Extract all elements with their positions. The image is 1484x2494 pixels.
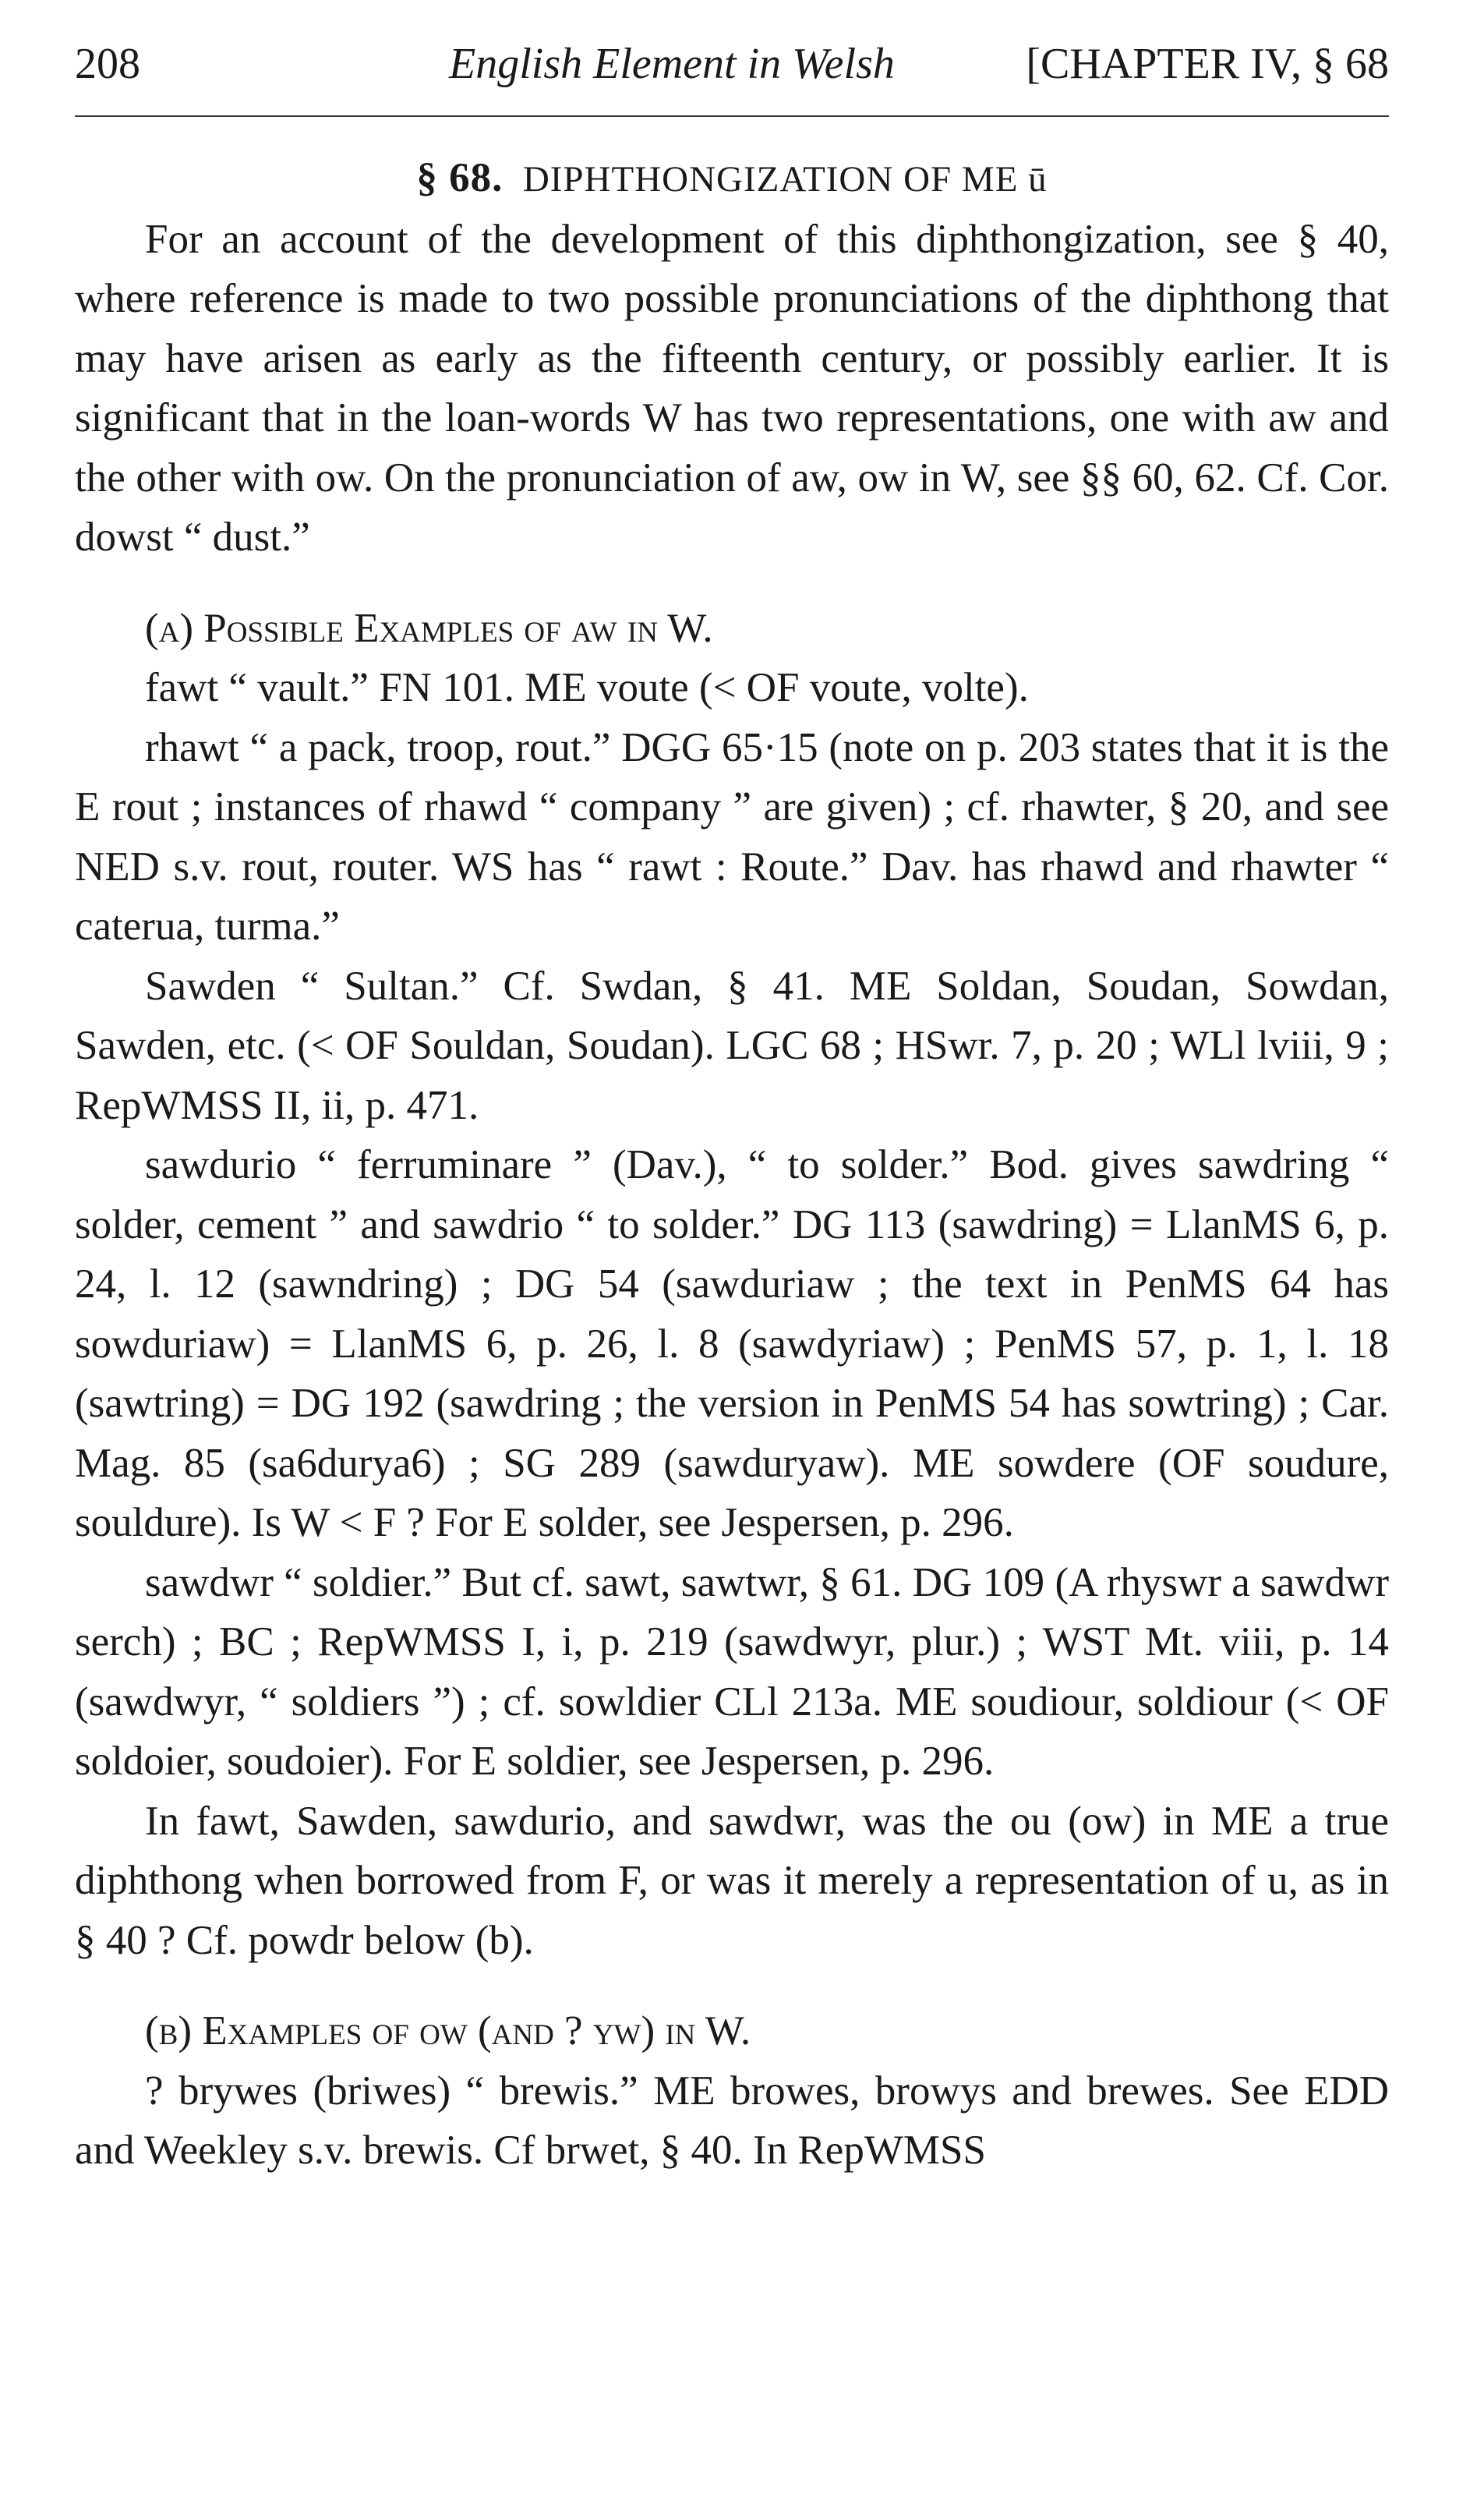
paragraph-question: In fawt, Sawden, sawdurio, and sawdwr, was the ou (ow) in ME a true diphthong when borrowed from F, or was it merely a representation of u, as in § 40 ? Cf. powdr below (b). xyxy=(75,1798,1389,1963)
subsection-a-heading: (a) Possible Examples of aw in W. xyxy=(145,605,713,651)
entry-rhawt: rhawt “ a pack, troop, rout.” DGG 65·15 (note on p. 203 states that it is the E rout ; instances of rhawd “ company ” are given) ; cf. rhawter, § 20, and see NED s.v. rout, router. WS has “ rawt : Route.” Dav. has rhawd and rhawter “ caterua, turma.” xyxy=(75,724,1389,949)
section-heading xyxy=(75,148,1389,210)
section-number: § 68. xyxy=(416,155,504,200)
section-title: DIPHTHONGIZATION OF ME ū xyxy=(522,159,1048,200)
entry-sawden: Sawden “ Sultan.” Cf. Swdan, § 41. ME Soldan, Soudan, Sowdan, Sawden, etc. (< OF Souldan, Soudan). LGC 68 ; HSwr. 7, p. 20 ; WLl lviii, 9 ; RepWMSS II, ii, p. 471. xyxy=(75,963,1389,1128)
entry-sawdurio: sawdurio “ ferruminare ” (Dav.), “ to solder.” Bod. gives sawdring “ solder, cement ” and sawdrio “ to solder.” DG 113 (sawdring) = LlanMS 6, p. 24, l. 12 (sawndring) ; DG 54 (sawduriaw ; the text in PenMS 64 has sowduriaw) = LlanMS 6, p. 26, l. 8 (sawdyriaw) ; PenMS 57, p. 1, l. 18 (sawtring) = DG 192 (sawdring ; the version in PenMS 54 has sowtring) ; Car. Mag. 85 (sa6durya6) ; SG 289 (sawduryaw). ME sowdere (OF soudure, souldure). Is W < F ? For E solder, see Jespersen, p. 296. xyxy=(75,1142,1389,1545)
header-rule xyxy=(75,115,1389,117)
paragraph-intro: For an account of the development of this diphthongization, see § 40, where reference is made to two possible pronunciations of the diphthong that may have arisen as early as the fifteenth century, or possibly earlier. It is significant that in the loan-words W has two representations, one with aw and the other with ow. On the pronunciation of aw, ow in W, see §§ 60, 62. Cf. Cor. dowst “ dust.” xyxy=(75,216,1389,560)
page-number: 208 xyxy=(75,40,140,88)
running-header xyxy=(75,33,1389,95)
entry-sawdwr: sawdwr “ soldier.” But cf. sawt, sawtwr, § 61. DG 109 (A rhyswr a sawdwr serch) ; BC ; RepWMSS I, i, p. 219 (sawdwyr, plur.) ; WST Mt. viii, p. 14 (sawdwyr, “ soldiers ”) ; cf. sowldier CLl 213a. ME soudiour, soldiour (< OF soldoier, soudoier). For E soldier, see Jespersen, p. 296. xyxy=(75,1559,1389,1784)
subsection-b-heading: (b) Examples of ow (and ? yw) in W. xyxy=(145,2008,751,2054)
entry-brywes: ? brywes (briwes) “ brewis.” ME browes, browys and brewes. See EDD and Weekley s.v. brewis. Cf brwet, § 40. In RepWMSS xyxy=(75,2068,1389,2173)
running-title: English Element in Welsh xyxy=(449,40,895,88)
main-text xyxy=(75,148,1389,2181)
chapter-reference: [CHAPTER IV, § 68 xyxy=(1026,40,1389,88)
entry-fawt: fawt “ vault.” FN 101. ME voute (< OF voute, volte). xyxy=(145,665,1029,710)
